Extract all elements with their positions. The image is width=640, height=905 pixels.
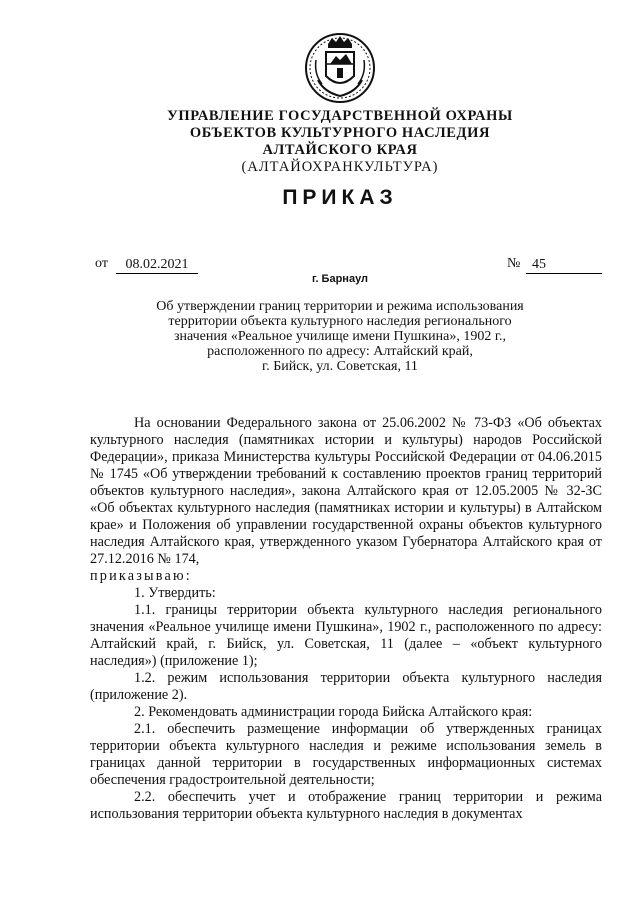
document-number: 45 [526,256,602,274]
subject-line: Об утверждении границ территории и режима использования [156,299,524,314]
document-type-title: ПРИКАЗ [282,186,398,209]
number-label: № [507,256,521,271]
clause-2-1: 2.1. обеспечить размещение информации об утвержденных границах территории объекта культурного наследия и режиме использования земель в границах данной территории в государственных информационных системах обеспечения градостроительной деятельности; [90,721,602,788]
org-name-line-1: УПРАВЛЕНИЕ ГОСУДАРСТВЕННОЙ ОХРАНЫ [167,108,513,124]
preamble-paragraph: На основании Федерального закона от 25.06.2002 № 73-ФЗ «Об объектах культурного наследия (памятниках истории и культуры) народов Российской Федерации», приказа Министерства культуры Российской Федерации от 04.06.2015 № 1745 «Об утверждении требований к составлению проектов границ территорий объектов культурного наследия», закона Алтайского края от 12.05.2005 № 32-ЗС «Об объектах культурного наследия (памятниках истории и культуры) в Алтайском крае» и Положения об управлении государственной охраны объектов культурного наследия Алтайского края, утвержденного указом Губернатора Алтайского края от 27.12.2016 № 174, [90,415,602,567]
date-label: от [95,256,108,271]
subject-line: г. Бийск, ул. Советская, 11 [262,359,418,374]
clause-1-1: 1.1. границы территории объекта культурного наследия регионального значения «Реальное училище имени Пушкина», 1902 г., расположенного по адресу: Алтайский край, г. Бийск, ул. Советская, 11 (далее – «объект культурного наследия») (приложение 1); [90,602,602,669]
city: г. Барнаул [311,273,369,285]
org-name-line-2: ОБЪЕКТОВ КУЛЬТУРНОГО НАСЛЕДИЯ [189,125,491,141]
clause-2-2: 2.2. обеспечить учет и отображение границ территории и режима использования территории объекта культурного наследия в документах [90,789,602,822]
coat-of-arms-icon [304,30,376,106]
document-body [90,415,602,823]
subject-line: расположенного по адресу: Алтайский край, [207,344,473,359]
order-word: приказываю: [90,568,192,584]
clause-2: 2. Рекомендовать администрации города Бийска Алтайского края: [134,704,533,720]
clause-1-2: 1.2. режим использования территории объекта культурного наследия (приложение 2). [90,670,602,703]
document-date: 08.02.2021 [116,256,198,274]
org-abbreviation: (АЛТАЙОХРАНКУЛЬТУРА) [241,159,439,175]
subject-line: значения «Реальное училище имени Пушкина», 1902 г., [173,329,507,344]
clause-1: 1. Утвердить: [134,585,216,601]
subject-line: территории объекта культурного наследия регионального [168,314,512,329]
org-name-line-3: АЛТАЙСКОГО КРАЯ [262,142,418,158]
document-subject [120,299,560,374]
